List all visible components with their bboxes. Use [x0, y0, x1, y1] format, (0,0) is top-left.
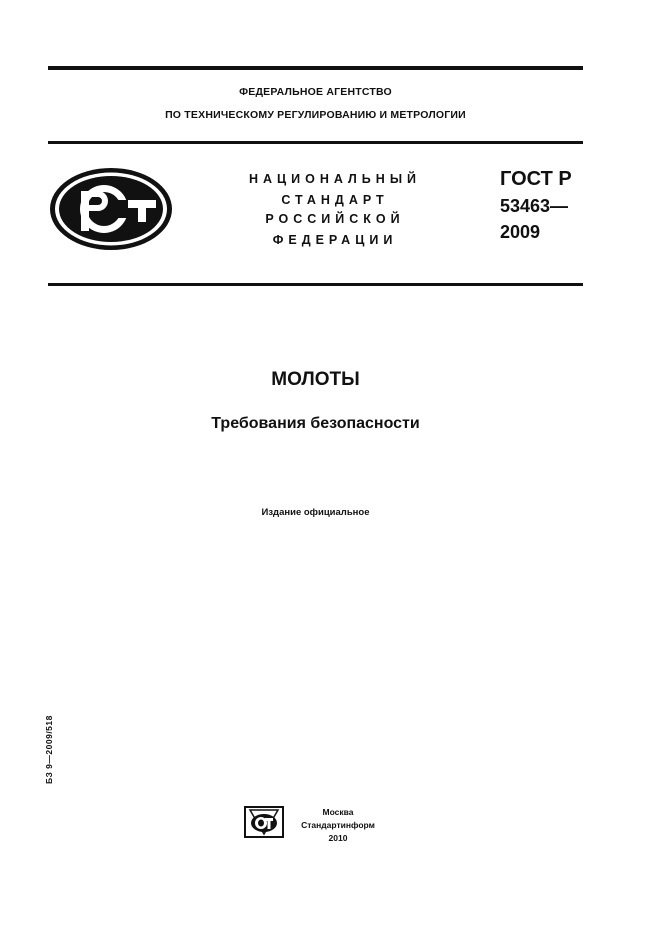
- gost-number: 53463—: [500, 196, 569, 216]
- publisher-year: 2010: [328, 833, 348, 843]
- publisher-city: Москва: [322, 807, 354, 817]
- document-title: МОЛОТЫ: [271, 369, 360, 390]
- gost-year: 2009: [500, 222, 541, 242]
- agency-line-2: ПО ТЕХНИЧЕСКОМУ РЕГУЛИРОВАНИЮ И МЕТРОЛОГИИ: [165, 109, 466, 121]
- rst-logo-icon: [48, 166, 174, 252]
- publisher-block: [290, 806, 386, 845]
- agency-line-1: ФЕДЕРАЛЬНОЕ АГЕНТСТВО: [239, 86, 392, 98]
- national-standard-line: СТАНДАРТ: [281, 193, 389, 207]
- header-rule: [48, 141, 583, 144]
- gost-label: ГОСТ Р: [500, 168, 572, 190]
- standartinform-logo-icon: [244, 806, 284, 838]
- national-standard-line: НАЦИОНАЛЬНЫЙ: [248, 172, 422, 186]
- publisher-name: Стандартинформ: [301, 820, 375, 830]
- national-standard-line: ФЕДЕРАЦИИ: [272, 233, 398, 247]
- document-subtitle: Требования безопасности: [211, 415, 420, 432]
- edition-label: Издание официальное: [261, 507, 370, 518]
- standard-rule: [48, 283, 583, 286]
- national-standard-line: РОССИЙСКОЙ: [265, 212, 405, 226]
- side-code: БЗ 9—2009/518: [44, 715, 54, 784]
- top-rule: [48, 66, 583, 70]
